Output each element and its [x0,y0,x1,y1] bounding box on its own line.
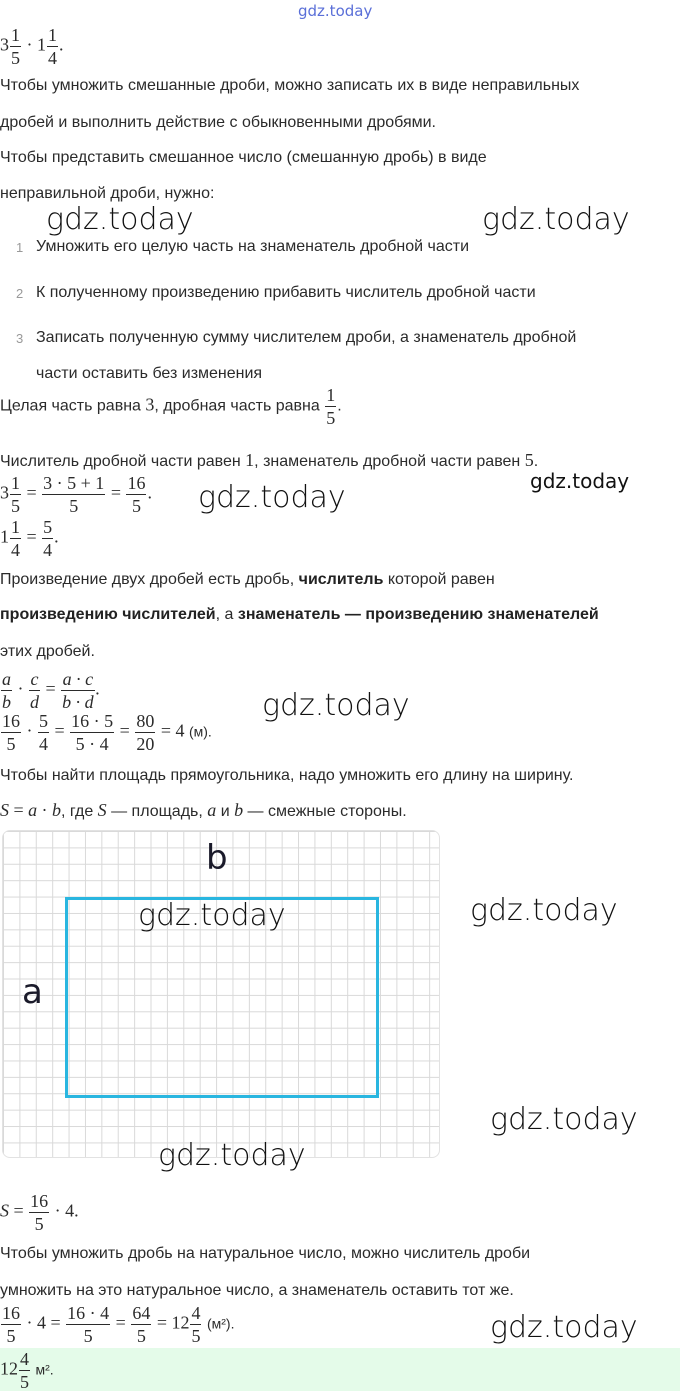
watermark: gdz.today [490,1310,638,1345]
rule-line-1: Произведение двух дробей есть дробь, числитель которой равен [0,571,495,588]
step-text-continued: части оставить без изменения [36,365,263,382]
intro-line-4: неправильной дроби, нужно: [0,185,215,202]
answer-box [0,1348,680,1391]
side-label-a: a [22,972,43,1012]
step-text: Умножить его целую часть на знаменатель дробной части [36,238,470,255]
area-expression: S = $\frac{16}{5}$ · 4. [0,1191,79,1234]
intro-line-2: дробей и выполнить действие с обыкновенными дробями. [0,114,436,131]
rule-line-2: произведению числителей, а знаменатель — произведению знаменателей [0,606,599,623]
header-watermark: gdz.today [298,2,373,20]
step-number: 1 [16,240,24,255]
intro-line-3: Чтобы представить смешанное число (смешанную дробь) в виде [0,149,487,166]
intro-line-1: Чтобы умножить смешанные дроби, можно записать их в виде неправильных [0,77,580,94]
length-calculation: $\frac{16}{5}$ · $\frac{5}{4}$ = $\frac{16 \cdot 5}{5 \cdot 4}$ = $\frac{80}{20}$ = 4 (м). [2,711,212,754]
conversion-1: 3 $\frac{1}{5}$ = $\frac{3 \cdot 5 + 1}{5}$ = $\frac{16}{5}$ . [0,473,152,516]
final-calculation: $\frac{16}{5}$ · 4 = $\frac{16 \cdot 4}{5}$ = $\frac{64}{5}$ = 12 $\frac{4}{5}$ (м²). [2,1303,235,1346]
step-number: 3 [16,331,24,346]
mult-rule-line-1: Чтобы умножить дробь на натуральное число, можно числитель дроби [0,1245,531,1262]
watermark: gdz.today [262,688,410,723]
watermark: gdz.today [198,480,346,515]
watermark: gdz.today [46,202,194,237]
watermark: gdz.today [530,469,630,493]
conversion-2: 1 $\frac{1}{4}$ = $\frac{5}{4}$ . [0,517,59,560]
numerator-line: Числитель дробной части равен 1, знаменатель дробной части равен 5. [0,450,539,470]
product-formula: $\frac{a}{b}$ · $\frac{c}{d}$ = $\frac{a \cdot c}{b \cdot d}$ . [2,669,101,712]
watermark: gdz.today [138,898,286,933]
watermark: gdz.today [482,202,630,237]
area-rule: Чтобы найти площадь прямоугольника, надо умножить его длину на ширину. [0,767,574,784]
mult-rule-line-2: умножить на это натуральное число, а знаменатель оставить тот же. [0,1282,514,1299]
step-text: Записать полученную сумму числителем дроби, а знаменатель дробной [36,329,577,346]
whole-part-line: Целая часть равна 3, дробная часть равна $\frac{1}{5}$ . [0,385,342,428]
step-text: К полученному произведению прибавить числитель дробной части [36,284,536,301]
watermark: gdz.today [158,1138,306,1173]
answer-value: 12 $\frac{4}{5}$ м². [0,1349,54,1392]
rule-line-3: этих дробей. [0,643,95,660]
watermark: gdz.today [470,893,618,928]
area-formula: S = a · b, где S — площадь, a и b — смежные стороны. [0,800,407,820]
side-label-b: b [206,838,228,878]
step-number: 2 [16,286,24,301]
watermark: gdz.today [490,1102,638,1137]
header-expression: 3 $\frac{1}{5}$ · 1 $\frac{1}{4}$ . [0,25,64,68]
